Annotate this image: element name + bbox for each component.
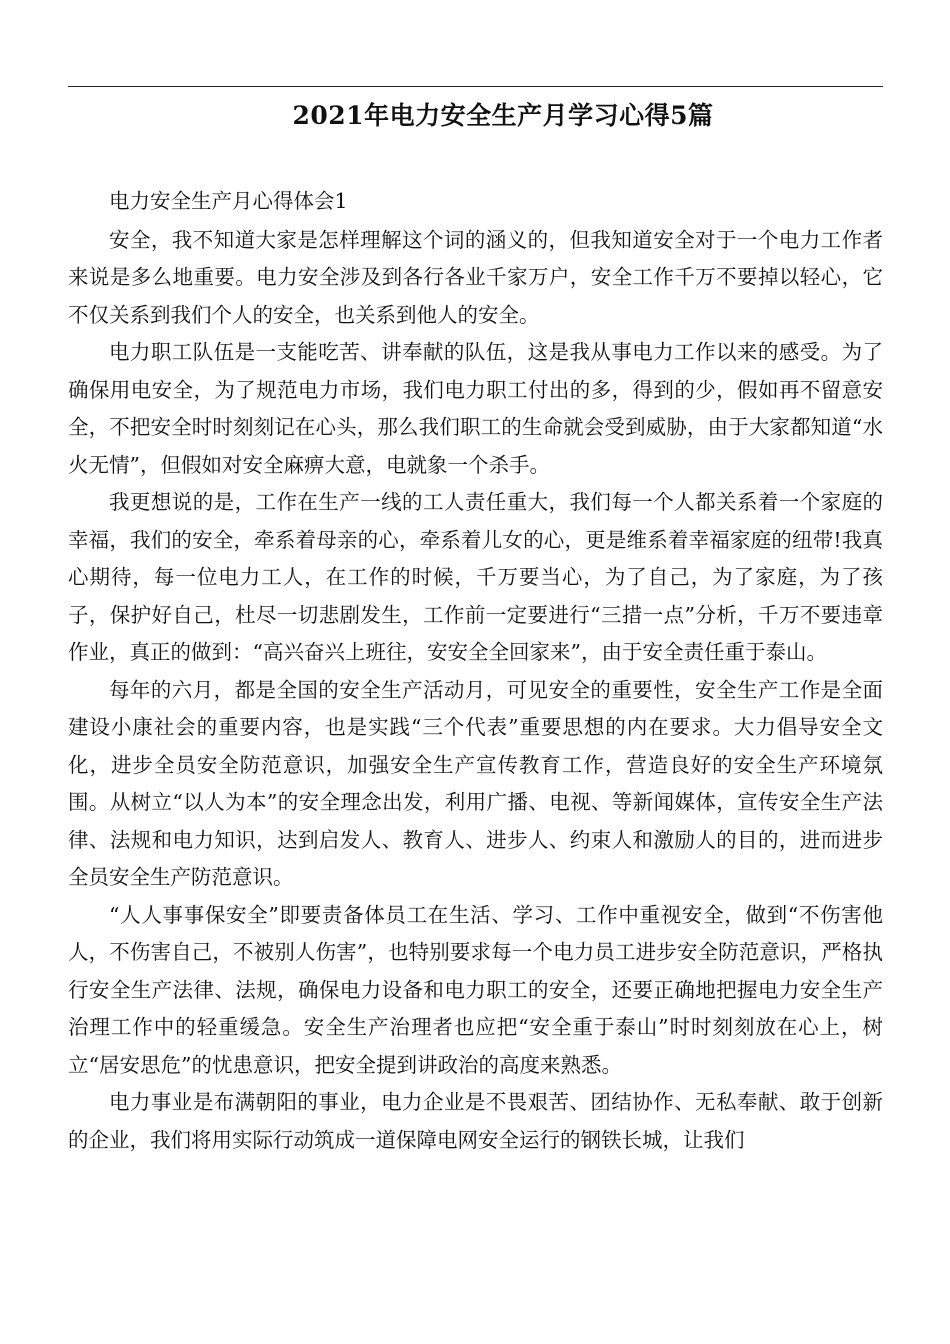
- paragraph-1: 安全，我不知道大家是怎样理解这个词的涵义的，但我知道安全对于一个电力工作者来说是多么地重要。电力安全涉及到各行各业千家万户，安全工作千万不要掉以轻心，它不仅关系到我们个人的安全，也关系到他人的安全。: [68, 227, 883, 327]
- section-subheading: 电力安全生产月心得体会1: [109, 189, 348, 213]
- header-rule: [68, 86, 883, 87]
- document-body: [68, 183, 883, 1159]
- paragraph-4: 每年的六月，都是全国的安全生产活动月，可见安全的重要性，安全生产工作是全面建设小康社会的重要内容，也是实践“三个代表”重要思想的内在要求。大力倡导安全文化，进步全员安全防范意识，加强安全生产宣传教育工作，营造良好的安全生产环境氛围。从树立“以人为本”的安全理念出发，利用广播、电视、等新闻媒体，宣传安全生产法律、法规和电力知识，达到启发人、教育人、进步人、约束人和激励人的目的，进而进步全员安全生产防范意识。: [68, 677, 883, 889]
- paragraph-6: 电力事业是布满朝阳的事业，电力企业是不畏艰苦、团结协作、无私奉献、敢于创新的企业，我们将用实际行动筑成一道保障电网安全运行的钢铁长城，让我们: [68, 1090, 883, 1152]
- document-title: 2021年电力安全生产月学习心得5篇: [292, 101, 714, 130]
- paragraph-3: 我更想说的是，工作在生产一线的工人责任重大，我们每一个人都关系着一个家庭的幸福，我们的安全，牵系着母亲的心，牵系着儿女的心，更是维系着幸福家庭的纽带!我真心期待，每一位电力工人，在工作的时候，千万要当心，为了自己，为了家庭，为了孩子，保护好自己，杜尽一切悲剧发生，工作前一定要进行“三措一点”分析，千万不要违章作业，真正的做到：“高兴奋兴上班往，安安全全回家来”，由于安全责任重于泰山。: [68, 490, 883, 664]
- paragraph-2: 电力职工队伍是一支能吃苦、讲奉献的队伍，这是我从事电力工作以来的感受。为了确保用电安全，为了规范电力市场，我们电力职工付出的多，得到的少，假如再不留意安全，不把安全时时刻刻记在心头，那么我们职工的生命就会受到威胁，由于大家都知道“水火无情”，但假如对安全麻痹大意，电就象一个杀手。: [68, 340, 883, 477]
- paragraph-5: “人人事事保安全”即要责备体员工在生活、学习、工作中重视安全，做到“不伤害他人，不伤害自己，不被别人伤害”，也特别要求每一个电力员工进步安全防范意识，严格执行安全生产法律、法规，确保电力设备和电力职工的安全，还要正确地把握电力安全生产治理工作中的轻重缓急。安全生产治理者也应把“安全重于泰山”时时刻刻放在心上，树立“居安思危”的忧患意识，把安全提到讲政治的高度来熟悉。: [68, 902, 883, 1077]
